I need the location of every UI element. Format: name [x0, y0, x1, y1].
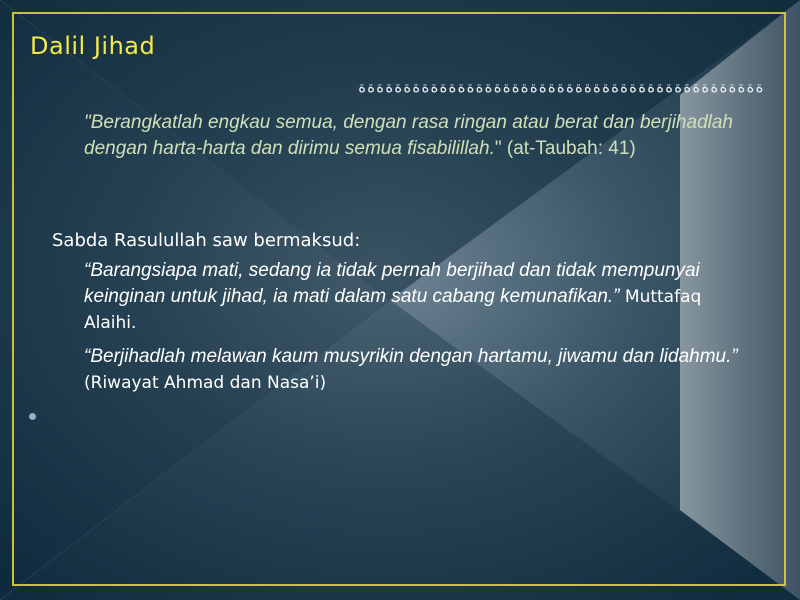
hadith-2-text: “Berjihadlah melawan kaum musyrikin dengan hartamu, jiwamu dan lidahmu.”: [84, 346, 738, 367]
hadith-2-source: (Riwayat Ahmad dan Nasa’i): [84, 373, 327, 393]
quran-quote-source: " (at-Taubah: 41): [494, 138, 636, 159]
hadith-quote-1: [84, 258, 744, 336]
hadith-1-source: Muttafaq Alaihi.: [84, 287, 702, 333]
quran-quote: [84, 110, 744, 162]
arabic-verse: ةةةةةةةةةةةةةةةةةةةةةةةةةةةةةةةةةةةةةةةةةةةةة: [357, 78, 764, 96]
hadith-1-text: “Barangsiapa mati, sedang ia tidak pernah berjihad dan tidak mempunyai keinginan untuk jihad, ia mati dalam satu cabang kemunafikan.”: [84, 260, 700, 307]
empty-bullet-icon: [29, 413, 36, 420]
hadith-quote-2: [84, 344, 764, 396]
sabda-heading: Sabda Rasulullah saw bermaksud:: [52, 230, 361, 251]
quran-quote-text: "Berangkatlah engkau semua, dengan rasa ringan atau berat dan berjihadlah dengan harta-harta dan dirimu semua fisabilillah.: [84, 112, 733, 159]
slide-title: Dalil Jihad: [30, 32, 156, 60]
